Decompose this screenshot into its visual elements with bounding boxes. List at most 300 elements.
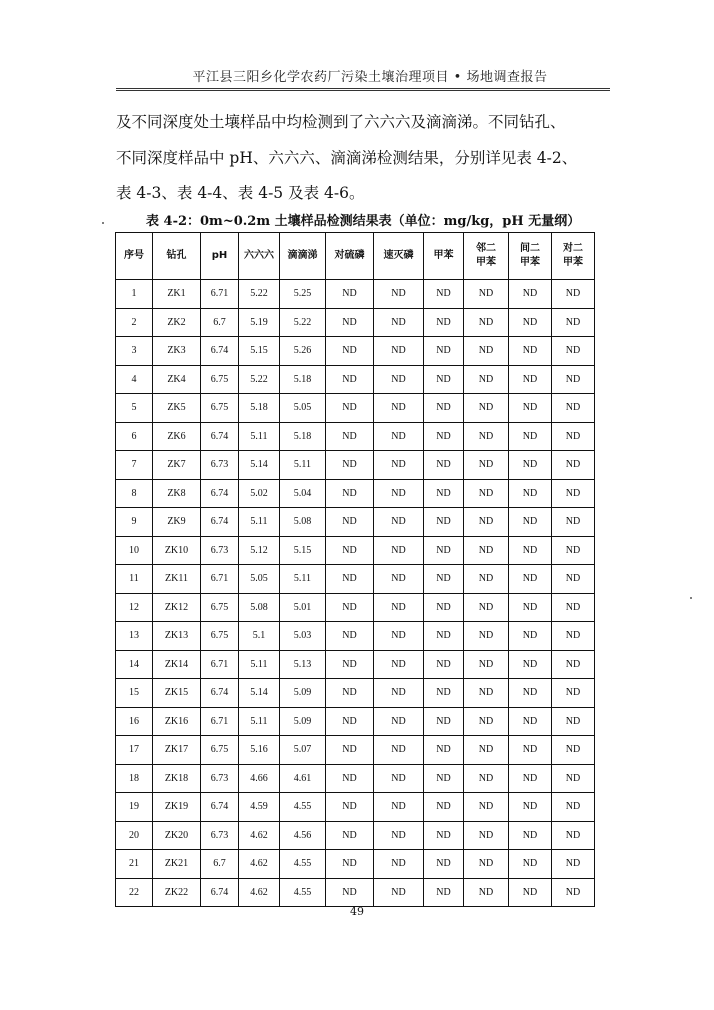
column-header-line: 甲苯 [433,250,454,261]
table-cell: ND [424,422,464,451]
column-header [280,233,326,280]
table-cell: ND [326,821,374,850]
table-cell: ND [424,479,464,508]
table-cell: 10 [116,536,153,565]
scan-speck [102,222,104,224]
table-cell: ND [374,850,424,879]
table-cell: 6.74 [201,679,239,708]
table-cell: ND [424,622,464,651]
table-cell: 6.71 [201,650,239,679]
table-cell: 5.26 [280,337,326,366]
table-cell: ND [424,679,464,708]
table-cell: 2 [116,308,153,337]
table-cell: ND [552,308,595,337]
column-header-line: 滴滴涕 [287,250,318,261]
column-header [239,233,280,280]
table-cell: 6.74 [201,337,239,366]
table-cell: ND [509,707,552,736]
table-row [116,850,595,879]
table-cell: ZK17 [153,736,201,765]
table-cell: ND [326,679,374,708]
table-cell: ND [552,736,595,765]
table-cell: ND [509,422,552,451]
table-cell: ZK10 [153,536,201,565]
column-header [201,233,239,280]
table-cell: 5.02 [239,479,280,508]
table-cell: 6.75 [201,365,239,394]
table-cell: ND [464,508,509,537]
table-cell: 5.11 [280,565,326,594]
table-cell: ND [424,508,464,537]
table-cell: ND [464,736,509,765]
table-cell: 6.74 [201,878,239,907]
table-cell: ND [464,422,509,451]
table-cell: 5.18 [280,422,326,451]
table-cell: ZK5 [153,394,201,423]
table-cell: ND [464,650,509,679]
table-cell: ND [326,422,374,451]
table-cell: ZK8 [153,479,201,508]
table-row [116,764,595,793]
table-row [116,337,595,366]
table-cell: ND [552,650,595,679]
table-cell: ND [552,878,595,907]
table-cell: ZK15 [153,679,201,708]
table-cell: ND [424,878,464,907]
table-cell: ND [464,878,509,907]
table-cell: ND [552,565,595,594]
table-cell: ND [552,593,595,622]
table-cell: ZK12 [153,593,201,622]
table-cell: 8 [116,479,153,508]
table-cell: ND [552,280,595,309]
table-cell: 5.11 [280,451,326,480]
table-cell: 5.05 [239,565,280,594]
table-row [116,422,595,451]
table-cell: 5.19 [239,308,280,337]
table-cell: ZK21 [153,850,201,879]
table-cell: 5.01 [280,593,326,622]
table-row [116,878,595,907]
table-cell: 5.11 [239,508,280,537]
table-cell: 5.07 [280,736,326,765]
table-cell: ND [552,394,595,423]
table-cell: ND [424,536,464,565]
table-cell: ND [424,707,464,736]
table-cell: 4.56 [280,821,326,850]
table-cell: ND [374,536,424,565]
table-cell: ND [374,451,424,480]
header-rule [116,88,610,91]
column-header [326,233,374,280]
column-header-line: 间二 [520,243,540,254]
table-cell: ND [552,793,595,822]
table-row [116,394,595,423]
table-cell: 20 [116,821,153,850]
table-cell: 6.71 [201,565,239,594]
table-cell: ND [464,365,509,394]
table-cell: ND [509,622,552,651]
table-cell: 21 [116,850,153,879]
table-cell: 5.15 [280,536,326,565]
table-cell: 6.75 [201,593,239,622]
table-cell: ND [424,850,464,879]
body-line-3: 表 4-3、表 4-4、表 4-5 及表 4-6。 [116,184,365,202]
table-cell: ND [509,451,552,480]
table-cell: 18 [116,764,153,793]
table-cell: 17 [116,736,153,765]
table-cell: ND [326,365,374,394]
table-cell: ND [509,365,552,394]
table-cell: 15 [116,679,153,708]
table-cell: 6 [116,422,153,451]
body-line-1: 及不同深度处土壤样品中均检测到了六六六及滴滴涕。不同钻孔、 [116,113,566,131]
table-cell: 12 [116,593,153,622]
column-header [374,233,424,280]
table-cell: ND [552,622,595,651]
table-cell: ZK2 [153,308,201,337]
table-row [116,793,595,822]
table-cell: 16 [116,707,153,736]
table-cell: ND [424,593,464,622]
table-cell: ND [374,593,424,622]
table-cell: ZK16 [153,707,201,736]
table-cell: ND [509,308,552,337]
table-cell: 4.55 [280,850,326,879]
table-cell: 6.7 [201,850,239,879]
table-cell: ND [464,707,509,736]
table-cell: ND [374,422,424,451]
table-cell: ND [464,337,509,366]
table-cell: ND [326,508,374,537]
column-header [424,233,464,280]
table-cell: ND [464,451,509,480]
table-cell: 6.73 [201,764,239,793]
table-cell: ND [552,451,595,480]
table-cell: ND [424,565,464,594]
table-row [116,308,595,337]
column-header-line: 对硫磷 [334,250,365,261]
table-row [116,707,595,736]
table-row [116,622,595,651]
table-cell: ZK11 [153,565,201,594]
table-cell: 5.08 [280,508,326,537]
table-row [116,536,595,565]
table-cell: ND [509,280,552,309]
table-cell: ZK4 [153,365,201,394]
table-cell: ND [374,394,424,423]
table-cell: 5 [116,394,153,423]
table-cell: ND [374,736,424,765]
table-cell: 14 [116,650,153,679]
table-cell: 5.14 [239,679,280,708]
table-cell: ND [552,337,595,366]
table-cell: 5.22 [280,308,326,337]
table-cell: 4 [116,365,153,394]
table-cell: 6.7 [201,308,239,337]
table-row [116,679,595,708]
table-cell: 5.18 [239,394,280,423]
table-cell: ND [374,337,424,366]
table-caption: 表 4-2：0m~0.2m 土壤样品检测结果表（单位：mg/kg，pH 无量纲） [146,214,581,229]
table-cell: ND [509,337,552,366]
table-cell: ZK14 [153,650,201,679]
table-row [116,479,595,508]
table-cell: 5.11 [239,422,280,451]
table-cell: ND [464,593,509,622]
running-header: 平江县三阳乡化学农药厂污染土壤治理项目 • 场地调查报告 [192,70,548,85]
table-row [116,508,595,537]
table-cell: 4.62 [239,821,280,850]
table-cell: 6.71 [201,707,239,736]
table-body [116,280,595,907]
table-row [116,593,595,622]
table-cell: ND [464,565,509,594]
table-cell: 6.73 [201,536,239,565]
table-cell: ND [374,622,424,651]
table-cell: ND [424,365,464,394]
table-cell: ND [552,508,595,537]
table-cell: 9 [116,508,153,537]
table-cell: ZK3 [153,337,201,366]
table-cell: 6.74 [201,479,239,508]
table-cell: 13 [116,622,153,651]
table-cell: ND [552,850,595,879]
table-cell: 11 [116,565,153,594]
table-cell: 5.05 [280,394,326,423]
table-cell: ND [424,793,464,822]
table-cell: ND [552,365,595,394]
table-cell: ZK1 [153,280,201,309]
table-cell: ND [326,308,374,337]
column-header-line: 六六六 [244,250,274,261]
table-cell: 5.09 [280,707,326,736]
table-cell: ND [374,707,424,736]
table-cell: 5.22 [239,365,280,394]
table-cell: ZK20 [153,821,201,850]
table-cell: ND [374,280,424,309]
table-cell: 5.12 [239,536,280,565]
table-cell: 5.22 [239,280,280,309]
table-cell: 5.1 [239,622,280,651]
table-cell: 5.25 [280,280,326,309]
column-header [552,233,595,280]
table-cell: ND [374,793,424,822]
table-cell: ND [552,679,595,708]
table-cell: ND [326,280,374,309]
table-cell: ND [326,736,374,765]
table-cell: 1 [116,280,153,309]
table-row [116,365,595,394]
table-cell: ND [509,394,552,423]
table-cell: ND [552,821,595,850]
column-header [116,233,153,280]
table-cell: 5.11 [239,707,280,736]
table-cell: ZK18 [153,764,201,793]
table-cell: ND [374,650,424,679]
table-cell: ND [552,422,595,451]
table-cell: 4.55 [280,878,326,907]
table-cell: 19 [116,793,153,822]
table-cell: ND [552,536,595,565]
table-cell: ND [509,878,552,907]
table-cell: ND [509,736,552,765]
column-header-line: 速灭磷 [383,250,414,261]
table-cell: ZK22 [153,878,201,907]
table-cell: 5.11 [239,650,280,679]
table-cell: ND [464,793,509,822]
table-cell: ND [326,764,374,793]
table-cell: ND [464,850,509,879]
table-cell: ND [509,850,552,879]
table-cell: ND [424,451,464,480]
table-cell: ND [326,394,374,423]
table-cell: ND [374,878,424,907]
table-cell: ND [326,622,374,651]
table-cell: ND [326,707,374,736]
table-header-row [116,233,595,280]
column-header-line: 甲苯 [520,257,540,268]
table-cell: ND [374,821,424,850]
table-cell: ND [424,764,464,793]
table-cell: ND [509,821,552,850]
table-cell: ND [464,622,509,651]
table-cell: ND [509,764,552,793]
table-cell: ND [464,536,509,565]
table-cell: 3 [116,337,153,366]
table-cell: ND [509,650,552,679]
table-cell: ZK6 [153,422,201,451]
column-header-line: pH [211,250,228,261]
table-cell: ZK7 [153,451,201,480]
table-cell: ND [509,479,552,508]
table-cell: ND [464,764,509,793]
table-cell: ND [464,479,509,508]
table-cell: 5.18 [280,365,326,394]
column-header-line: 邻二 [476,243,496,254]
table-cell: 4.55 [280,793,326,822]
table-cell: ND [509,593,552,622]
table-row [116,650,595,679]
table-cell: ND [509,508,552,537]
table-cell: ND [509,679,552,708]
table-cell: 6.74 [201,793,239,822]
column-header-line: 甲苯 [476,257,496,268]
table-cell: 5.09 [280,679,326,708]
table-cell: 6.75 [201,736,239,765]
table-cell: 5.14 [239,451,280,480]
column-header-line: 对二 [563,243,583,254]
table-cell: ND [509,565,552,594]
table-cell: ND [374,365,424,394]
table-cell: ND [464,821,509,850]
table-cell: ND [326,536,374,565]
table-cell: ND [424,308,464,337]
table-cell: ND [464,679,509,708]
page-number: 49 [350,905,364,918]
table-cell: ND [374,308,424,337]
table-cell: 5.08 [239,593,280,622]
column-header-line: 甲苯 [563,257,583,268]
table-cell: ND [509,793,552,822]
table-cell: ND [374,764,424,793]
scan-speck [690,597,692,599]
table-cell: 6.75 [201,394,239,423]
column-header [464,233,509,280]
table-cell: 4.66 [239,764,280,793]
table-cell: 22 [116,878,153,907]
table-cell: ND [374,565,424,594]
table-cell: 6.73 [201,451,239,480]
table-cell: 5.15 [239,337,280,366]
table-cell: ND [424,650,464,679]
table-cell: 4.59 [239,793,280,822]
table-cell: ND [374,508,424,537]
table-cell: 6.74 [201,422,239,451]
table-cell: ND [464,308,509,337]
table-cell: ND [424,394,464,423]
table-cell: ND [326,451,374,480]
table-cell: 5.03 [280,622,326,651]
table-cell: ZK9 [153,508,201,537]
table-cell: ND [552,707,595,736]
table-row [116,565,595,594]
table-cell: ND [374,679,424,708]
table-cell: ND [326,793,374,822]
table-row [116,736,595,765]
table-cell: ND [374,479,424,508]
table-cell: ND [424,736,464,765]
table-cell: ND [326,850,374,879]
table-cell: ND [552,764,595,793]
table-cell: ND [424,280,464,309]
table-row [116,821,595,850]
body-line-2: 不同深度样品中 pH、六六六、滴滴涕检测结果，分别详见表 4-2、 [116,149,578,167]
table-cell: 4.62 [239,878,280,907]
table-cell: ZK19 [153,793,201,822]
column-header-line: 序号 [124,250,144,261]
column-header-line: 钻孔 [166,250,187,261]
table-cell: 5.13 [280,650,326,679]
table-cell: ND [326,650,374,679]
table-cell: ND [326,878,374,907]
table-cell: ND [326,337,374,366]
table-cell: 6.73 [201,821,239,850]
table-cell: 6.71 [201,280,239,309]
column-header [153,233,201,280]
table-cell: ND [326,565,374,594]
table-cell: ND [464,280,509,309]
table-cell: ND [552,479,595,508]
table-cell: ND [424,337,464,366]
table-cell: 6.74 [201,508,239,537]
table-row [116,451,595,480]
column-header [509,233,552,280]
table-cell: ND [424,821,464,850]
table-cell: 5.04 [280,479,326,508]
table-cell: 6.75 [201,622,239,651]
table-cell: 7 [116,451,153,480]
table-cell: ND [326,593,374,622]
table-cell: 5.16 [239,736,280,765]
soil-results-table [115,232,595,907]
table-row [116,280,595,309]
table-cell: ND [464,394,509,423]
table-cell: 4.62 [239,850,280,879]
table-cell: ND [509,536,552,565]
table-cell: ND [326,479,374,508]
table-cell: 4.61 [280,764,326,793]
